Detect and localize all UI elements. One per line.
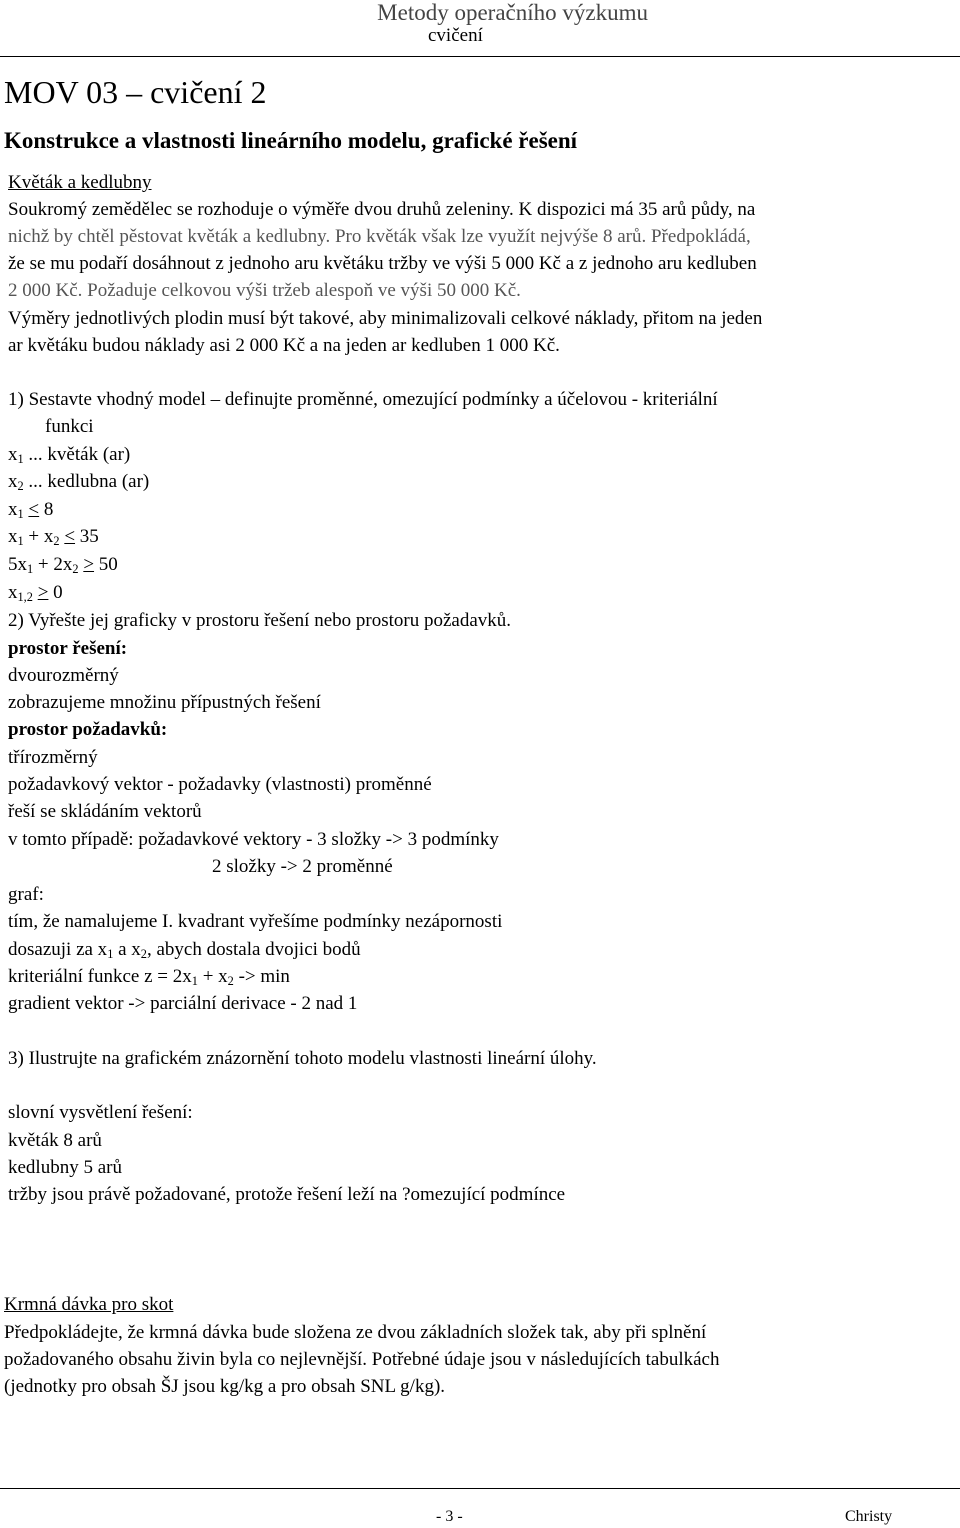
variable-x1: $x_1$ ... květák (ar) bbox=[8, 444, 131, 467]
solution-line: květák 8 arů bbox=[8, 1130, 102, 1151]
label-prostor-pozadavku: prostor požadavků: bbox=[8, 719, 168, 740]
paragraph-line: Soukromý zemědělec se rozhoduje o výměře dvou druhů zeleniny. K dispozici má 35 arů půdy, na bbox=[8, 199, 756, 220]
constraint-1: $x_1 < 8$ bbox=[8, 499, 54, 522]
note-line: 2 složky -> 2 proměnné bbox=[212, 856, 393, 877]
header-rule bbox=[0, 56, 960, 57]
label-prostor-reseni: prostor řešení: bbox=[8, 638, 128, 659]
note-line: řeší se skládáním vektorů bbox=[8, 801, 202, 822]
variable-x2: $x_2$ ... kedlubna (ar) bbox=[8, 471, 150, 494]
note-line: v tomto případě: požadavkové vektory - 3 složky -> 3 podmínky bbox=[8, 829, 499, 850]
note-kriterialni: kriteriální funkce $z = 2x_1 + x_2 -> \min$ bbox=[8, 966, 290, 989]
note-line: třírozměrný bbox=[8, 747, 98, 768]
note-line: požadavkový vektor - požadavky (vlastnosti) proměnné bbox=[8, 774, 432, 795]
note-line: graf: bbox=[8, 884, 44, 905]
note-gradient: gradient vektor -> parciální derivace - 2 nad 1 bbox=[8, 993, 358, 1014]
footer-rule bbox=[0, 1488, 960, 1489]
solution-line: kedlubny 5 arů bbox=[8, 1157, 122, 1178]
paragraph-line: že se mu podaří dosáhnout z jednoho aru květáku tržby ve výši 5 000 Kč a z jednoho aru kedluben bbox=[8, 253, 757, 274]
page-subheading: Konstrukce a vlastnosti lineárního modelu, grafické řešení bbox=[4, 128, 578, 153]
note-line: tím, že namalujeme I. kvadrant vyřešíme podmínky nezápornosti bbox=[8, 911, 503, 932]
page-number: - 3 - bbox=[436, 1508, 463, 1525]
paragraph-line: (jednotky pro obsah ŠJ jsou kg/kg a pro obsah SNL g/kg). bbox=[4, 1376, 446, 1397]
section-title-kvetak: Květák a kedlubny bbox=[8, 172, 152, 193]
task-2: 2) Vyřešte jej graficky v prostoru řešení nebo prostoru požadavků. bbox=[8, 610, 512, 631]
page-heading: MOV 03 – cvičení 2 bbox=[4, 74, 267, 110]
paragraph-line: požadovaného obsahu živin byla co nejlevnější. Potřebné údaje jsou v následujících tabulkách bbox=[4, 1349, 720, 1370]
running-header-title: Metody operačního výzkumu bbox=[377, 0, 648, 25]
note-line: zobrazujeme množinu přípustných řešení bbox=[8, 692, 321, 713]
constraint-3: $5x_1 + 2x_2 > 50$ bbox=[8, 554, 118, 577]
task-1: 1) Sestavte vhodný model – definujte proměnné, omezující podmínky a účelovou - kriteriální bbox=[8, 389, 718, 410]
paragraph-line: Výměry jednotlivých plodin musí být takové, aby minimalizovali celkové náklady, přitom na jeden bbox=[8, 308, 763, 329]
paragraph-line: ar květáku budou náklady asi 2 000 Kč a na jeden ar kedluben 1 000 Kč. bbox=[8, 335, 560, 356]
variable-x2-desc: ... kedlubna (ar) bbox=[28, 471, 150, 492]
note-dosazuji: dosazuji za $x_1$ a $x_2$, abych dostala dvojici bodů bbox=[8, 939, 361, 962]
footer-author: Christy bbox=[845, 1508, 893, 1525]
task-1-continuation: funkci bbox=[45, 416, 94, 437]
task-3: 3) Ilustrujte na grafickém znázornění tohoto modelu vlastnosti lineární úlohy. bbox=[8, 1048, 597, 1069]
note-line: dvourozměrný bbox=[8, 665, 119, 686]
solution-line: tržby jsou právě požadované, protože řešení leží na ?omezující podmínce bbox=[8, 1184, 566, 1205]
constraint-nonnegativity: $x_{1,2} > 0$ bbox=[8, 582, 63, 605]
paragraph-line: Předpokládejte, že krmná dávka bude složena ze dvou základních složek tak, aby při splnění bbox=[4, 1322, 707, 1343]
paragraph-line: 2 000 Kč. Požaduje celkovou výši tržeb alespoň ve výši 50 000 Kč. bbox=[8, 280, 521, 301]
variable-x1-desc: ... květák (ar) bbox=[28, 444, 131, 465]
constraint-2: $x_1 + x_2 < 35$ bbox=[8, 526, 99, 549]
solution-line: slovní vysvětlení řešení: bbox=[8, 1102, 193, 1123]
running-header-subtitle: cvičení bbox=[428, 25, 483, 46]
paragraph-line: nichž by chtěl pěstovat květák a kedlubny. Pro květák však lze využít nejvýše 8 arů. Předpokládá, bbox=[8, 226, 751, 247]
section-title-krmna-davka: Krmná dávka pro skot bbox=[4, 1294, 174, 1315]
